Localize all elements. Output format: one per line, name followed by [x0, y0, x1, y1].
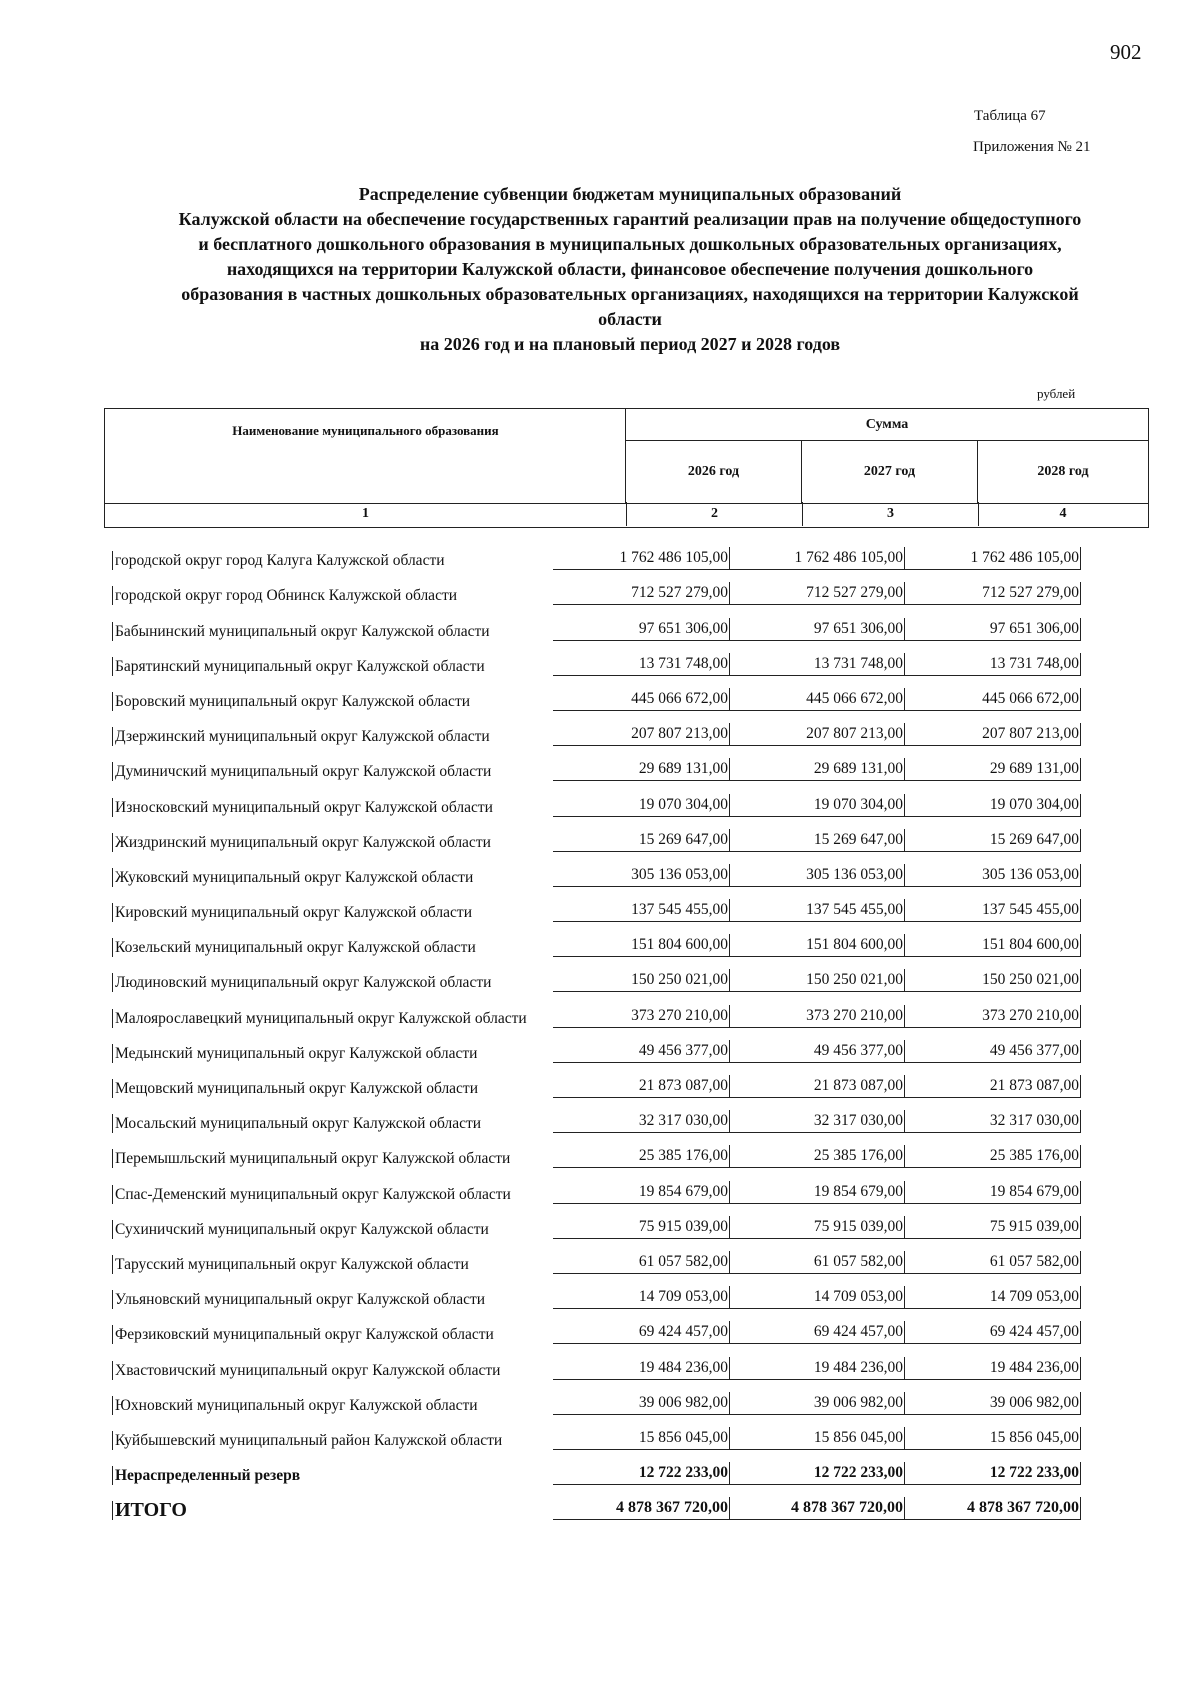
header-name-text: Наименование муниципального образования	[232, 423, 499, 438]
municipality-name: Жиздринский муниципальный округ Калужской области	[112, 833, 491, 852]
table-row	[106, 1066, 1158, 1101]
amount-2026: 25 385 176,00	[553, 1145, 730, 1168]
amount-2028: 1 762 486 105,00	[904, 547, 1081, 570]
header-sum-group	[625, 408, 1149, 504]
table-row	[106, 784, 1158, 819]
amount-2027: 12 722 233,00	[728, 1462, 905, 1485]
amount-2026: 21 873 087,00	[553, 1075, 730, 1098]
municipality-name: городской округ город Калуга Калужской области	[112, 551, 445, 570]
municipality-name: Нераспределенный резерв	[112, 1466, 300, 1485]
column-number-row	[104, 502, 1149, 528]
table-row	[106, 1312, 1158, 1347]
amount-2026: 61 057 582,00	[553, 1251, 730, 1274]
table-label: Таблица 67	[974, 108, 1046, 124]
table-row	[106, 1418, 1158, 1453]
municipality-name: Кировский муниципальный округ Калужской области	[112, 903, 472, 922]
amount-2028: 150 250 021,00	[904, 969, 1081, 992]
table-row	[106, 855, 1158, 890]
amount-2028: 49 456 377,00	[904, 1040, 1081, 1063]
table-row	[106, 714, 1158, 749]
amount-2026: 39 006 982,00	[553, 1392, 730, 1415]
amount-2028: 32 317 030,00	[904, 1110, 1081, 1133]
municipality-name: Малоярославецкий муниципальный округ Калужской области	[112, 1009, 527, 1028]
municipality-name: Бабынинский муниципальный округ Калужской области	[112, 622, 490, 641]
municipality-name: Хвастовичский муниципальный округ Калужской области	[112, 1361, 500, 1380]
amount-2026: 373 270 210,00	[553, 1005, 730, 1028]
table-row	[106, 538, 1158, 573]
column-number: 4	[1059, 506, 1067, 521]
amount-2028: 445 066 672,00	[904, 688, 1081, 711]
amount-2028: 15 856 045,00	[904, 1427, 1081, 1450]
municipality-name: Козельский муниципальный округ Калужской области	[112, 938, 476, 957]
amount-2027: 305 136 053,00	[728, 864, 905, 887]
table-body	[106, 538, 1158, 1523]
amount-2028: 15 269 647,00	[904, 829, 1081, 852]
title-line: Распределение субвенции бюджетам муниципальных образований	[358, 184, 902, 204]
document-title	[90, 182, 1170, 357]
table-row	[106, 995, 1158, 1030]
municipality-name: Людиновский муниципальный округ Калужской области	[112, 973, 491, 992]
table-row	[106, 1136, 1158, 1171]
column-number: 2	[711, 506, 718, 521]
amount-2028: 12 722 233,00	[904, 1462, 1081, 1485]
amount-2026: 97 651 306,00	[553, 618, 730, 641]
municipality-name: Дзержинский муниципальный округ Калужской области	[112, 727, 490, 746]
municipality-name: Износковский муниципальный округ Калужской области	[112, 798, 493, 817]
municipality-name: Думиничский муниципальный округ Калужской области	[112, 762, 491, 781]
amount-2027: 19 854 679,00	[728, 1181, 905, 1204]
column-number: 3	[887, 506, 894, 521]
title-line: на 2026 год и на плановый период 2027 и 2028 годов	[419, 334, 841, 354]
municipality-name: городской округ город Обнинск Калужской области	[112, 586, 457, 605]
table-row	[106, 1171, 1158, 1206]
amount-2027: 49 456 377,00	[728, 1040, 905, 1063]
table-row	[106, 820, 1158, 855]
municipality-name: Барятинский муниципальный округ Калужской области	[112, 657, 485, 676]
amount-2026: 12 722 233,00	[553, 1462, 730, 1485]
amount-2028: 207 807 213,00	[904, 723, 1081, 746]
amount-2027: 151 804 600,00	[728, 934, 905, 957]
table-row	[106, 1383, 1158, 1418]
amount-2027: 445 066 672,00	[728, 688, 905, 711]
amount-2026: 14 709 053,00	[553, 1286, 730, 1309]
title-line: образования в частных дошкольных образовательных организациях, находящихся на территории Калужской	[181, 284, 1079, 304]
amount-2026: 15 856 045,00	[553, 1427, 730, 1450]
table-row	[106, 573, 1158, 608]
table-row	[106, 1242, 1158, 1277]
title-line: и бесплатного дошкольного образования в муниципальных дошкольных образовательных организациях,	[198, 234, 1062, 254]
table-row	[106, 644, 1158, 679]
municipality-name: Ульяновский муниципальный округ Калужской области	[112, 1290, 485, 1309]
amount-2028: 97 651 306,00	[904, 618, 1081, 641]
table-row	[106, 608, 1158, 643]
amount-2027: 15 269 647,00	[728, 829, 905, 852]
amount-2027: 373 270 210,00	[728, 1005, 905, 1028]
amount-2027: 29 689 131,00	[728, 758, 905, 781]
table-row	[106, 749, 1158, 784]
table-row	[106, 1031, 1158, 1066]
total-amount-2026: 4 878 367 720,00	[553, 1497, 730, 1520]
amount-2026: 1 762 486 105,00	[553, 547, 730, 570]
amount-2028: 29 689 131,00	[904, 758, 1081, 781]
municipality-name: Медынский муниципальный округ Калужской области	[112, 1044, 477, 1063]
amount-2026: 305 136 053,00	[553, 864, 730, 887]
table-row	[106, 1101, 1158, 1136]
table-row	[106, 925, 1158, 960]
header-year-2028: 2028 год	[1037, 464, 1089, 479]
amount-2028: 373 270 210,00	[904, 1005, 1081, 1028]
municipality-name: Боровский муниципальный округ Калужской области	[112, 692, 470, 711]
amount-2027: 25 385 176,00	[728, 1145, 905, 1168]
amount-2028: 151 804 600,00	[904, 934, 1081, 957]
appendix-label: Приложения № 21	[973, 139, 1091, 155]
amount-2027: 97 651 306,00	[728, 618, 905, 641]
amount-2028: 19 070 304,00	[904, 794, 1081, 817]
amount-2027: 19 484 236,00	[728, 1357, 905, 1380]
amount-2026: 19 854 679,00	[553, 1181, 730, 1204]
table-row	[106, 1347, 1158, 1382]
amount-2028: 137 545 455,00	[904, 899, 1081, 922]
total-row	[106, 1488, 1158, 1523]
table-row	[106, 679, 1158, 714]
amount-2028: 39 006 982,00	[904, 1392, 1081, 1415]
amount-2026: 19 070 304,00	[553, 794, 730, 817]
amount-2028: 69 424 457,00	[904, 1321, 1081, 1344]
amount-2027: 75 915 039,00	[728, 1216, 905, 1239]
amount-2027: 137 545 455,00	[728, 899, 905, 922]
amount-2026: 445 066 672,00	[553, 688, 730, 711]
municipality-name: Жуковский муниципальный округ Калужской области	[112, 868, 473, 887]
amount-2026: 137 545 455,00	[553, 899, 730, 922]
amount-2026: 207 807 213,00	[553, 723, 730, 746]
amount-2026: 15 269 647,00	[553, 829, 730, 852]
title-line: находящихся на территории Калужской области, финансовое обеспечение получения дошкольного	[226, 259, 1034, 279]
total-amount-2027: 4 878 367 720,00	[728, 1497, 905, 1520]
table-row	[106, 890, 1158, 925]
amount-2028: 13 731 748,00	[904, 653, 1081, 676]
amount-2028: 25 385 176,00	[904, 1145, 1081, 1168]
header-sum: Сумма	[626, 409, 1148, 441]
amount-2027: 207 807 213,00	[728, 723, 905, 746]
header-year-2027: 2027 год	[863, 464, 916, 479]
amount-2028: 75 915 039,00	[904, 1216, 1081, 1239]
title-line: области	[598, 309, 662, 329]
amount-2027: 1 762 486 105,00	[728, 547, 905, 570]
amount-2026: 712 527 279,00	[553, 582, 730, 605]
municipality-name: Перемышльский муниципальный округ Калужской области	[112, 1149, 510, 1168]
table-row	[106, 1207, 1158, 1242]
amount-2027: 15 856 045,00	[728, 1427, 905, 1450]
municipality-name: Куйбышевский муниципальный район Калужской области	[112, 1431, 502, 1450]
total-amount-2028: 4 878 367 720,00	[904, 1497, 1081, 1520]
amount-2026: 49 456 377,00	[553, 1040, 730, 1063]
amount-2028: 19 854 679,00	[904, 1181, 1081, 1204]
amount-2027: 150 250 021,00	[728, 969, 905, 992]
amount-2026: 29 689 131,00	[553, 758, 730, 781]
municipality-name: Тарусский муниципальный округ Калужской области	[112, 1255, 469, 1274]
table-row	[106, 960, 1158, 995]
amount-2027: 39 006 982,00	[728, 1392, 905, 1415]
total-label: ИТОГО	[112, 1501, 187, 1520]
amount-2027: 21 873 087,00	[728, 1075, 905, 1098]
amount-2026: 32 317 030,00	[553, 1110, 730, 1133]
municipality-name: Юхновский муниципальный округ Калужской области	[112, 1396, 478, 1415]
amount-2028: 21 873 087,00	[904, 1075, 1081, 1098]
amount-2026: 69 424 457,00	[553, 1321, 730, 1344]
amount-2026: 19 484 236,00	[553, 1357, 730, 1380]
amount-2027: 32 317 030,00	[728, 1110, 905, 1133]
table-row	[106, 1277, 1158, 1312]
amount-2026: 150 250 021,00	[553, 969, 730, 992]
amount-2027: 61 057 582,00	[728, 1251, 905, 1274]
municipality-name: Мосальский муниципальный округ Калужской области	[112, 1114, 481, 1133]
municipality-name: Ферзиковский муниципальный округ Калужской области	[112, 1325, 494, 1344]
amount-2026: 13 731 748,00	[553, 653, 730, 676]
amount-2026: 75 915 039,00	[553, 1216, 730, 1239]
header-name-cell	[104, 408, 626, 504]
amount-2027: 14 709 053,00	[728, 1286, 905, 1309]
amount-2027: 712 527 279,00	[728, 582, 905, 605]
amount-2027: 19 070 304,00	[728, 794, 905, 817]
municipality-name: Мещовский муниципальный округ Калужской области	[112, 1079, 478, 1098]
amount-2027: 69 424 457,00	[728, 1321, 905, 1344]
municipality-name: Сухиничский муниципальный округ Калужской области	[112, 1220, 489, 1239]
amount-2028: 305 136 053,00	[904, 864, 1081, 887]
municipality-name: Спас-Деменский муниципальный округ Калужской области	[112, 1185, 511, 1204]
amount-2028: 19 484 236,00	[904, 1357, 1081, 1380]
amount-2028: 61 057 582,00	[904, 1251, 1081, 1274]
amount-2028: 712 527 279,00	[904, 582, 1081, 605]
amount-2027: 13 731 748,00	[728, 653, 905, 676]
header-year-2026: 2026 год	[687, 464, 740, 479]
table-row	[106, 1453, 1158, 1488]
column-number: 1	[362, 506, 369, 521]
title-line: Калужской области на обеспечение государственных гарантий реализации прав на получение общедоступного	[178, 209, 1082, 229]
amount-2028: 14 709 053,00	[904, 1286, 1081, 1309]
amount-2026: 151 804 600,00	[553, 934, 730, 957]
units-label: рублей	[1037, 386, 1076, 401]
page-number: 902	[1110, 40, 1142, 64]
